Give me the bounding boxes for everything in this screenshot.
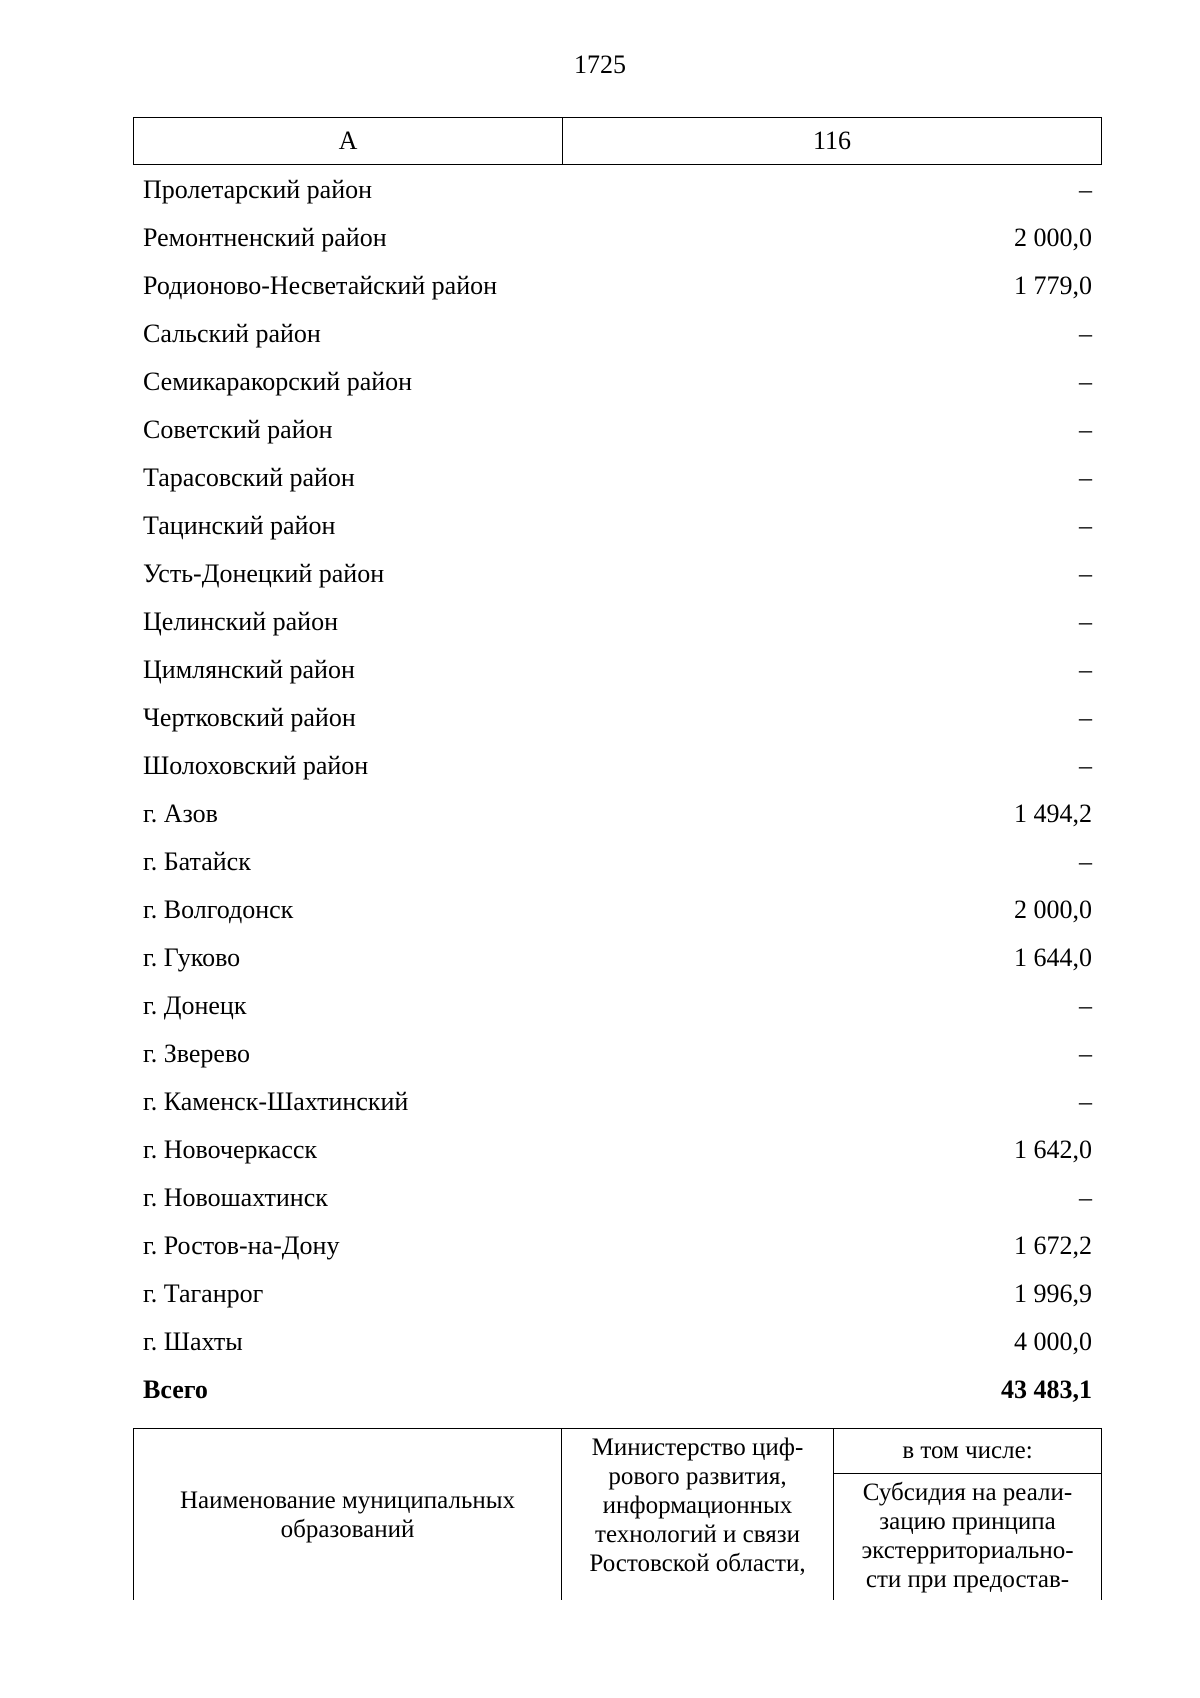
ministry-header-line: информационных — [602, 1492, 793, 1519]
municipality-name: Шолоховский район — [143, 751, 369, 780]
municipality-name: Тарасовский район — [143, 463, 355, 492]
table-row — [143, 454, 1092, 502]
amount-value: – — [1079, 175, 1092, 204]
amount-value: – — [1079, 991, 1092, 1020]
amount-value: – — [1079, 415, 1092, 444]
amount-value: 1 779,0 — [1014, 271, 1092, 300]
column-header-row — [133, 117, 1102, 165]
amount-value: – — [1079, 847, 1092, 876]
table-row — [143, 358, 1092, 406]
municipality-name: г. Ростов-на-Дону — [143, 1231, 340, 1260]
table-row — [143, 1126, 1092, 1174]
municipality-name: г. Донецк — [143, 991, 247, 1020]
subsidy-header-line: сти при предостав- — [865, 1566, 1070, 1593]
table-row — [143, 838, 1092, 886]
amount-value: – — [1079, 1183, 1092, 1212]
amount-value: – — [1079, 751, 1092, 780]
municipality-name: г. Каменск-Шахтинский — [143, 1087, 409, 1116]
amount-value: 1 996,9 — [1014, 1279, 1092, 1308]
table-row — [143, 214, 1092, 262]
table-row — [143, 694, 1092, 742]
table-row — [143, 934, 1092, 982]
table-row — [143, 1030, 1092, 1078]
next-table-header — [133, 1428, 1102, 1600]
amount-value: – — [1079, 655, 1092, 684]
table-row — [143, 166, 1092, 214]
municipality-name: Усть-Донецкий район — [143, 559, 385, 588]
ministry-header-line: технологий и связи — [595, 1521, 800, 1548]
table-row — [143, 550, 1092, 598]
municipality-name: г. Новошахтинск — [143, 1183, 328, 1212]
municipality-name: Семикаракорский район — [143, 367, 413, 396]
amount-value: – — [1079, 703, 1092, 732]
table-row — [143, 982, 1092, 1030]
amount-value: – — [1079, 319, 1092, 348]
total-value: 43 483,1 — [1001, 1375, 1092, 1404]
table-row — [143, 1270, 1092, 1318]
total-row — [143, 1366, 1092, 1414]
ministry-header-line: рового развития, — [608, 1463, 787, 1490]
amount-value: 4 000,0 — [1014, 1327, 1092, 1356]
amount-value: – — [1079, 463, 1092, 492]
municipality-name: Родионово-Несветайский район — [143, 271, 498, 300]
municipality-name: Сальский район — [143, 319, 321, 348]
municipality-name-header: Наименование муниципальных образований — [134, 1429, 562, 1600]
amount-value: 1 644,0 — [1014, 943, 1092, 972]
amount-value: 2 000,0 — [1014, 895, 1092, 924]
including-header — [834, 1429, 1101, 1600]
table-row — [143, 886, 1092, 934]
subsidy-header-line: Субсидия на реали- — [862, 1479, 1073, 1506]
table-row — [143, 1318, 1092, 1366]
table-row — [143, 742, 1092, 790]
table-row — [143, 598, 1092, 646]
ministry-header-line: Ростовской области, — [589, 1550, 806, 1577]
subsidy-header-line: зацию принципа — [879, 1508, 1056, 1535]
table-row — [143, 790, 1092, 838]
subsidy-header-line: экстерриториально- — [861, 1537, 1074, 1564]
including-label: в том числе: — [834, 1429, 1101, 1474]
table-row — [143, 406, 1092, 454]
municipality-name: Чертковский район — [143, 703, 356, 732]
municipality-name: Ремонтненский район — [143, 223, 387, 252]
municipality-name: г. Зверево — [143, 1039, 251, 1068]
table-row — [143, 502, 1092, 550]
municipality-name: г. Волгодонск — [143, 895, 294, 924]
amount-value: – — [1079, 607, 1092, 636]
municipality-name: Цимлянский район — [143, 655, 355, 684]
municipality-name: г. Батайск — [143, 847, 251, 876]
table-row — [143, 262, 1092, 310]
subsidy-header — [834, 1474, 1101, 1600]
table-row — [143, 310, 1092, 358]
column-header-a: А — [134, 118, 563, 164]
ministry-header — [562, 1429, 834, 1600]
table-row — [143, 1174, 1092, 1222]
page-number: 1725 — [574, 50, 626, 79]
amount-value: – — [1079, 1087, 1092, 1116]
municipality-name: г. Таганрог — [143, 1279, 264, 1308]
amount-value: 1 672,2 — [1014, 1231, 1092, 1260]
municipality-name: г. Гуково — [143, 943, 241, 972]
municipality-name: г. Шахты — [143, 1327, 243, 1356]
amount-value: 2 000,0 — [1014, 223, 1092, 252]
column-header-116: 116 — [812, 126, 852, 155]
amount-value: – — [1079, 367, 1092, 396]
municipality-name: Пролетарский район — [143, 175, 373, 204]
data-rows — [143, 166, 1092, 1414]
municipality-name: г. Новочеркасск — [143, 1135, 318, 1164]
amount-value: 1 494,2 — [1014, 799, 1092, 828]
amount-value: – — [1079, 511, 1092, 540]
amount-value: – — [1079, 559, 1092, 588]
table-row — [143, 646, 1092, 694]
municipality-name: Советский район — [143, 415, 333, 444]
amount-value: 1 642,0 — [1014, 1135, 1092, 1164]
table-row — [143, 1222, 1092, 1270]
municipality-name: г. Азов — [143, 799, 218, 828]
amount-value: – — [1079, 1039, 1092, 1068]
ministry-header-line: Министерство циф- — [591, 1434, 804, 1461]
municipality-name: Целинский район — [143, 607, 338, 636]
table-row — [143, 1078, 1092, 1126]
municipality-name: Тацинский район — [143, 511, 336, 540]
total-label: Всего — [143, 1375, 208, 1404]
